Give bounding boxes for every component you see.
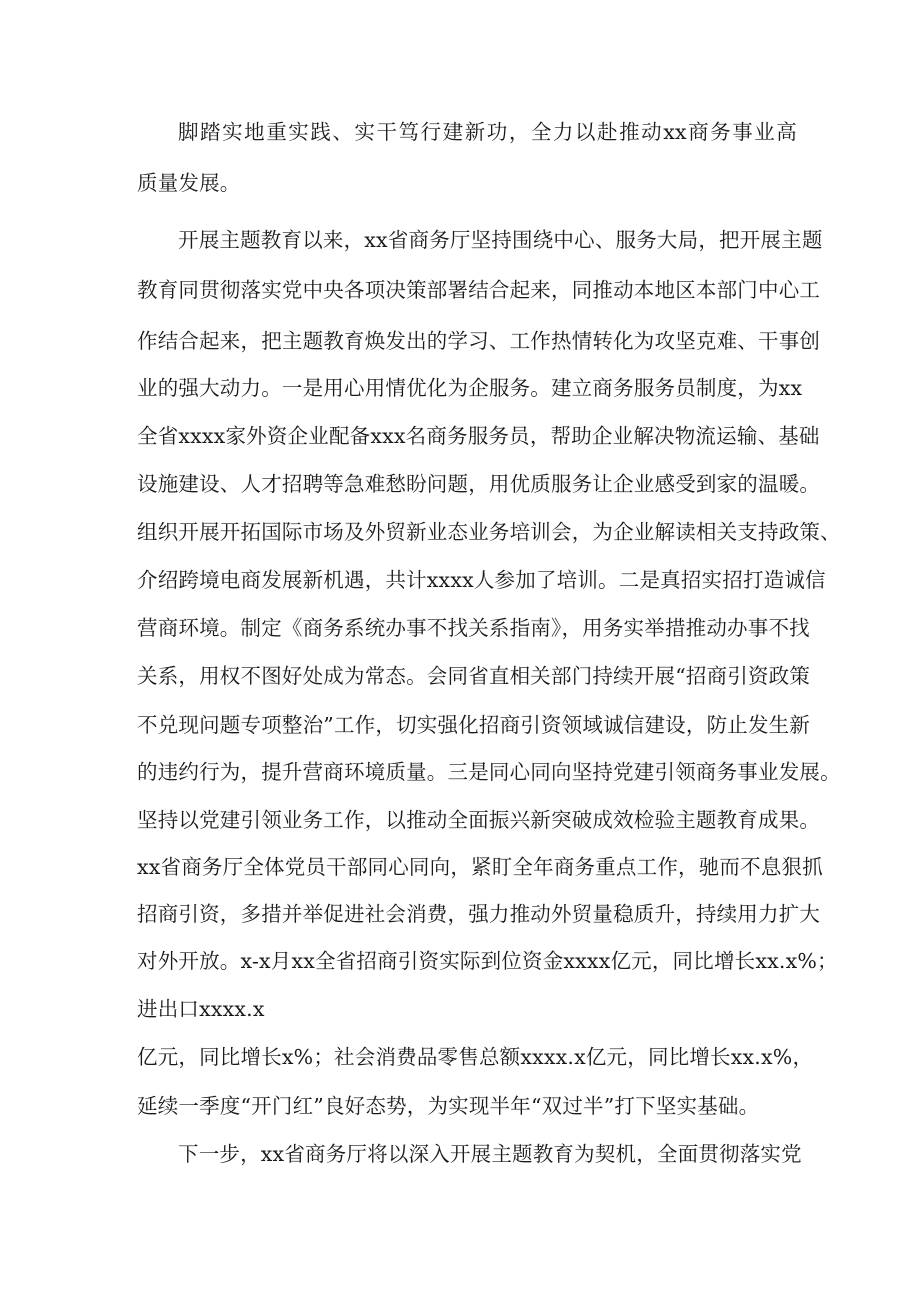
text-line: 坚持以党建引领业务工作，以推动全面振兴新突破成效检验主题教育成果。 [137, 808, 821, 832]
text-line: 对外开放。x-x月xx全省招商引资实际到位资金xxxx亿元，同比增长xx.x%； [137, 949, 838, 973]
text-line: 进出口xxxx.x [137, 997, 265, 1021]
text-line: 亿元，同比增长x%；社会消费品零售总额xxxx.x亿元，同比增长xx.x%， [137, 1045, 814, 1069]
text-line: 脚踏实地重实践、实干笃行建新功，全力以赴推动xx商务事业高 [178, 120, 797, 144]
text-line: 的违约行为，提升营商环境质量。三是同心同向坚持党建引领商务事业发展。 [137, 760, 841, 784]
text-line: 不兑现问题专项整治”工作，切实强化招商引资领域诚信建设，防止发生新 [137, 713, 811, 737]
text-line: 开展主题教育以来，xx省商务厅坚持围绕中心、服务大局，把开展主题 [178, 228, 823, 252]
text-line: 质量发展。 [137, 171, 241, 195]
text-line: 介绍跨境电商发展新机遇，共计xxxx人参加了培训。二是真招实招打造诚信 [137, 568, 826, 592]
text-line: 业的强大动力。一是用心用情优化为企服务。建立商务服务员制度，为xx [137, 376, 803, 400]
text-line: 关系，用权不图好处成为常态。会同省直相关部门持续开展“招商引资政策 [137, 664, 811, 688]
text-line: 招商引资，多措并举促进社会消费，强力推动外贸量稳质升，持续用力扩大 [137, 902, 821, 926]
text-line: xx省商务厅全体党员干部同心同向，紧盯全年商务重点工作，驰而不息狠抓 [137, 855, 823, 879]
text-line: 组织开展开拓国际市场及外贸新业态业务培训会，为企业解读相关支持政策、 [137, 520, 841, 544]
text-line: 下一步，xx省商务厅将以深入开展主题教育为契机，全面贯彻落实党 [178, 1142, 802, 1166]
text-line: 营商环境。制定《商务系统办事不找关系指南》，用务实举措推动办事不找 [137, 616, 810, 640]
text-line: 全省xxxx家外资企业配备xxx名商务服务员，帮助企业解决物流运输、基础 [137, 424, 820, 448]
text-line: 延续一季度“开门红”良好态势，为实现半年“双过半”打下坚实基础。 [137, 1094, 760, 1118]
text-line: 教育同贯彻落实党中央各项决策部署结合起来，同推动本地区本部门中心工 [137, 278, 821, 302]
text-line: 设施建设、人才招聘等急难愁盼问题，用优质服务让企业感受到家的温暖。 [137, 472, 821, 496]
text-line: 作结合起来，把主题教育焕发出的学习、工作热情转化为攻坚克难、干事创 [137, 329, 821, 353]
